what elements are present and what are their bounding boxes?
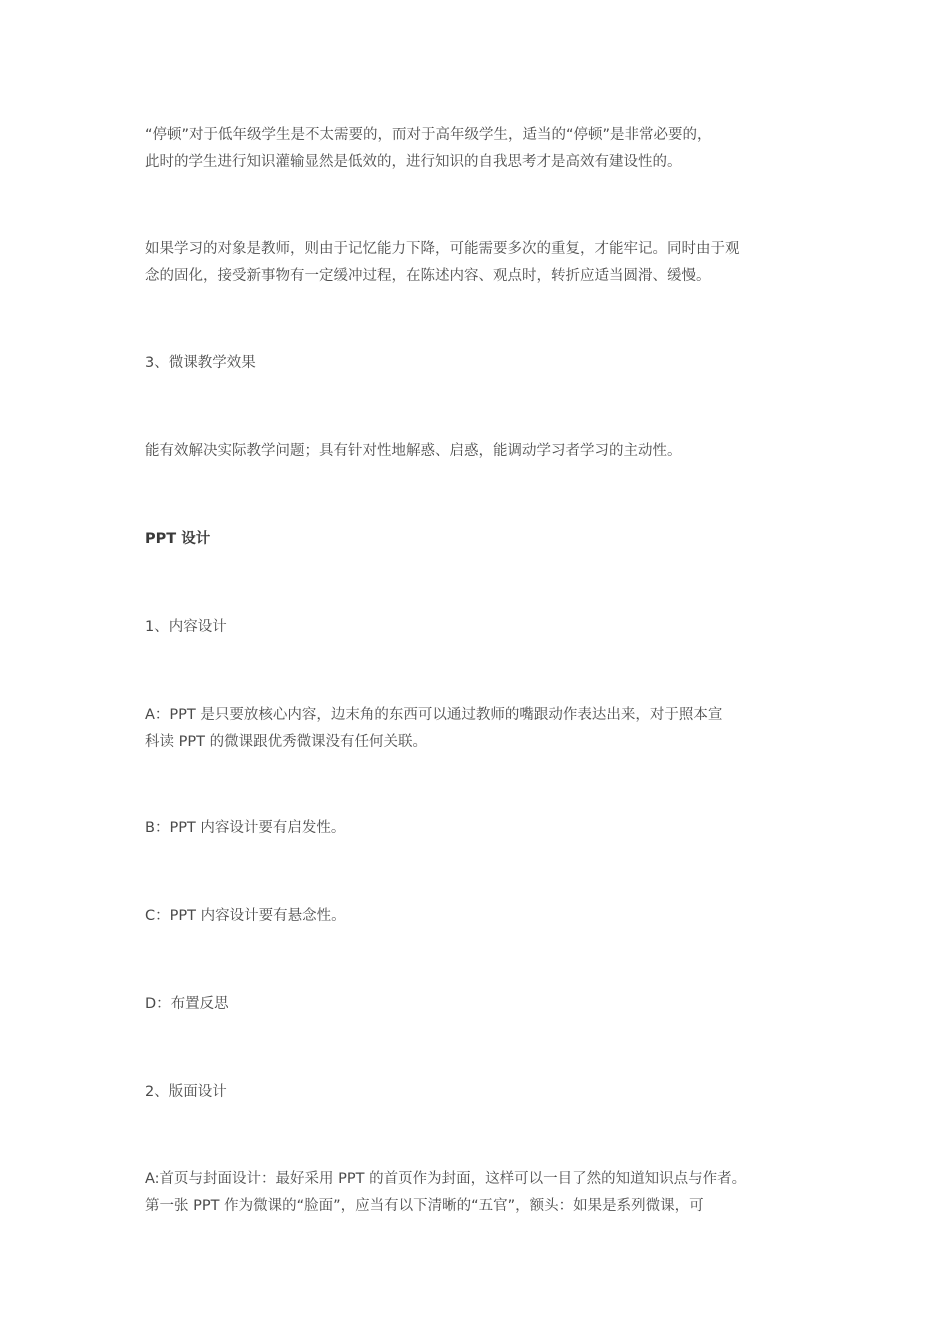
section-title-ppt-design: [145, 526, 835, 553]
text-line: 如果学习的对象是教师，则由于记忆能力下降，可能需要多次的重复，才能牢记。同时由于观: [145, 241, 740, 257]
section-heading-teaching-effect: [145, 350, 835, 377]
list-item-a-cover-design: [145, 1166, 835, 1220]
text-line: 3、微课教学效果: [145, 355, 256, 371]
paragraph-teaching-effect: [145, 438, 835, 465]
paragraph-pause-advice: [145, 122, 835, 176]
text-line: A:首页与封面设计：最好采用 PPT 的首页作为封面，这样可以一目了然的知道知识点与作者。: [145, 1171, 747, 1187]
text-line: 1、内容设计: [145, 619, 227, 635]
text-line: “停顿”对于低年级学生是不太需要的，而对于高年级学生，适当的“停顿”是非常必要的，: [145, 127, 712, 143]
text-line: A：PPT 是只要放核心内容，边末角的东西可以通过教师的嘴跟动作表达出来，对于照本宣: [145, 707, 723, 723]
text-line: C：PPT 内容设计要有悬念性。: [145, 908, 346, 924]
text-line: D：布置反思: [145, 996, 229, 1012]
list-item-b-inspiring: [145, 815, 835, 842]
paragraph-teacher-learners: [145, 236, 835, 290]
text-line: 2、版面设计: [145, 1084, 227, 1100]
text-line: 能有效解决实际教学问题；具有针对性地解惑、启惑，能调动学习者学习的主动性。: [145, 443, 682, 459]
list-item-a-core-content: [145, 702, 835, 756]
text-line: 此时的学生进行知识灌输显然是低效的，进行知识的自我思考才是高效有建设性的。: [145, 154, 682, 170]
section-heading-content-design: [145, 614, 835, 641]
list-item-d-reflection: [145, 991, 835, 1018]
text-line: 科读 PPT 的微课跟优秀微课没有任何关联。: [145, 734, 428, 750]
text-line: 第一张 PPT 作为微课的“脸面”，应当有以下清晰的“五官”，额头：如果是系列微课，可: [145, 1198, 704, 1214]
section-heading-layout-design: [145, 1079, 835, 1106]
list-item-c-suspense: [145, 903, 835, 930]
text-line: PPT 设计: [145, 531, 211, 547]
text-line: 念的固化，接受新事物有一定缓冲过程，在陈述内容、观点时，转折应适当圆滑、缓慢。: [145, 268, 711, 284]
text-line: B：PPT 内容设计要有启发性。: [145, 820, 346, 836]
